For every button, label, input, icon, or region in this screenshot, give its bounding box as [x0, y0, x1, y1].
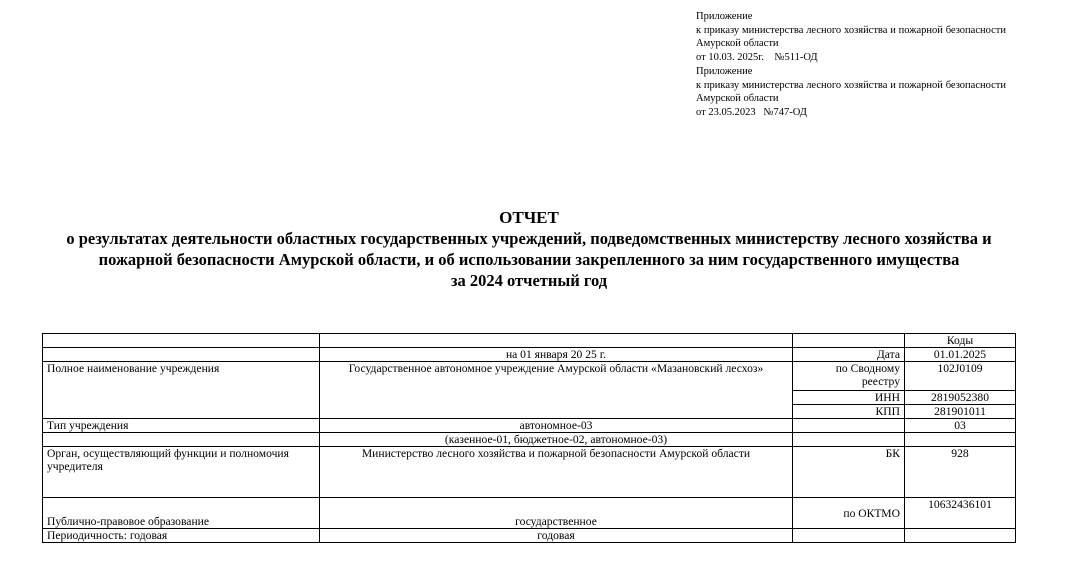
founder-value: Министерство лесного хозяйства и пожарной безопасности Амурской области [320, 447, 793, 498]
table-row [43, 433, 1016, 447]
table-row [43, 529, 1016, 543]
name-label: Полное наименование учреждения [43, 362, 320, 419]
oktmo-label: по ОКТМО [793, 498, 905, 529]
period-value: годовая [320, 529, 793, 543]
table-row [43, 362, 1016, 391]
appendix-1-title: Приложение [696, 11, 753, 22]
table-row [43, 419, 1016, 433]
type-value: автономное-03 [320, 419, 793, 433]
appendix-2-title: Приложение [696, 66, 753, 77]
codes-header: Коды [905, 334, 1016, 348]
ppo-label: Публично-правовое образование [43, 498, 320, 529]
type-label: Тип учреждения [43, 419, 320, 433]
registry-code: 102J0109 [905, 362, 1016, 391]
table-row [43, 447, 1016, 498]
period-label: Периодичность: годовая [43, 529, 320, 543]
oktmo-code: 10632436101 [905, 498, 1016, 529]
table-row [43, 498, 1016, 529]
inn-code: 2819052380 [905, 391, 1016, 405]
bk-label: БК [793, 447, 905, 498]
appendix-note-2 [696, 65, 1006, 119]
date-code: 01.01.2025 [905, 348, 1016, 362]
report-subject: о результатах деятельности областных государственных учреждений, подведомственных министерству лесного хозяйства и пожарной безопасности Амурской области, и об использовании закрепленного за ним государственного имущества [66, 229, 992, 269]
appendix-1-order: к приказу министерства лесного хозяйства и пожарной безопасности Амурской области [696, 24, 1006, 50]
date-label: Дата [793, 348, 905, 362]
kpp-code: 281901011 [905, 405, 1016, 419]
registry-label: по Сводному реестру [793, 362, 905, 391]
bk-code: 928 [905, 447, 1016, 498]
date-text: на 01 января 20 25 г. [320, 348, 793, 362]
inn-label: ИНН [793, 391, 905, 405]
appendix-1-date: от 10.03. 2025г. №511-ОД [696, 51, 818, 63]
kpp-label: КПП [793, 405, 905, 419]
table-row [43, 334, 1016, 348]
type-hint: (казенное-01, бюджетное-02, автономное-03) [320, 433, 793, 447]
type-code: 03 [905, 419, 1016, 433]
founder-label: Орган, осуществляющий функции и полномочия учредителя [43, 447, 320, 498]
report-heading: ОТЧЕТ [499, 208, 559, 227]
report-period: за 2024 отчетный год [450, 271, 608, 290]
appendix-2-date: от 23.05.2023 №747-ОД [696, 106, 807, 118]
report-header-table [42, 333, 1016, 543]
table-row [43, 348, 1016, 362]
appendix-2-order: к приказу министерства лесного хозяйства и пожарной безопасности Амурской области [696, 79, 1006, 105]
name-value: Государственное автономное учреждение Амурской области «Мазановский лесхоз» [320, 362, 793, 419]
ppo-value: государственное [320, 498, 793, 529]
appendix-note-1 [696, 10, 1006, 64]
report-title [40, 207, 1018, 291]
